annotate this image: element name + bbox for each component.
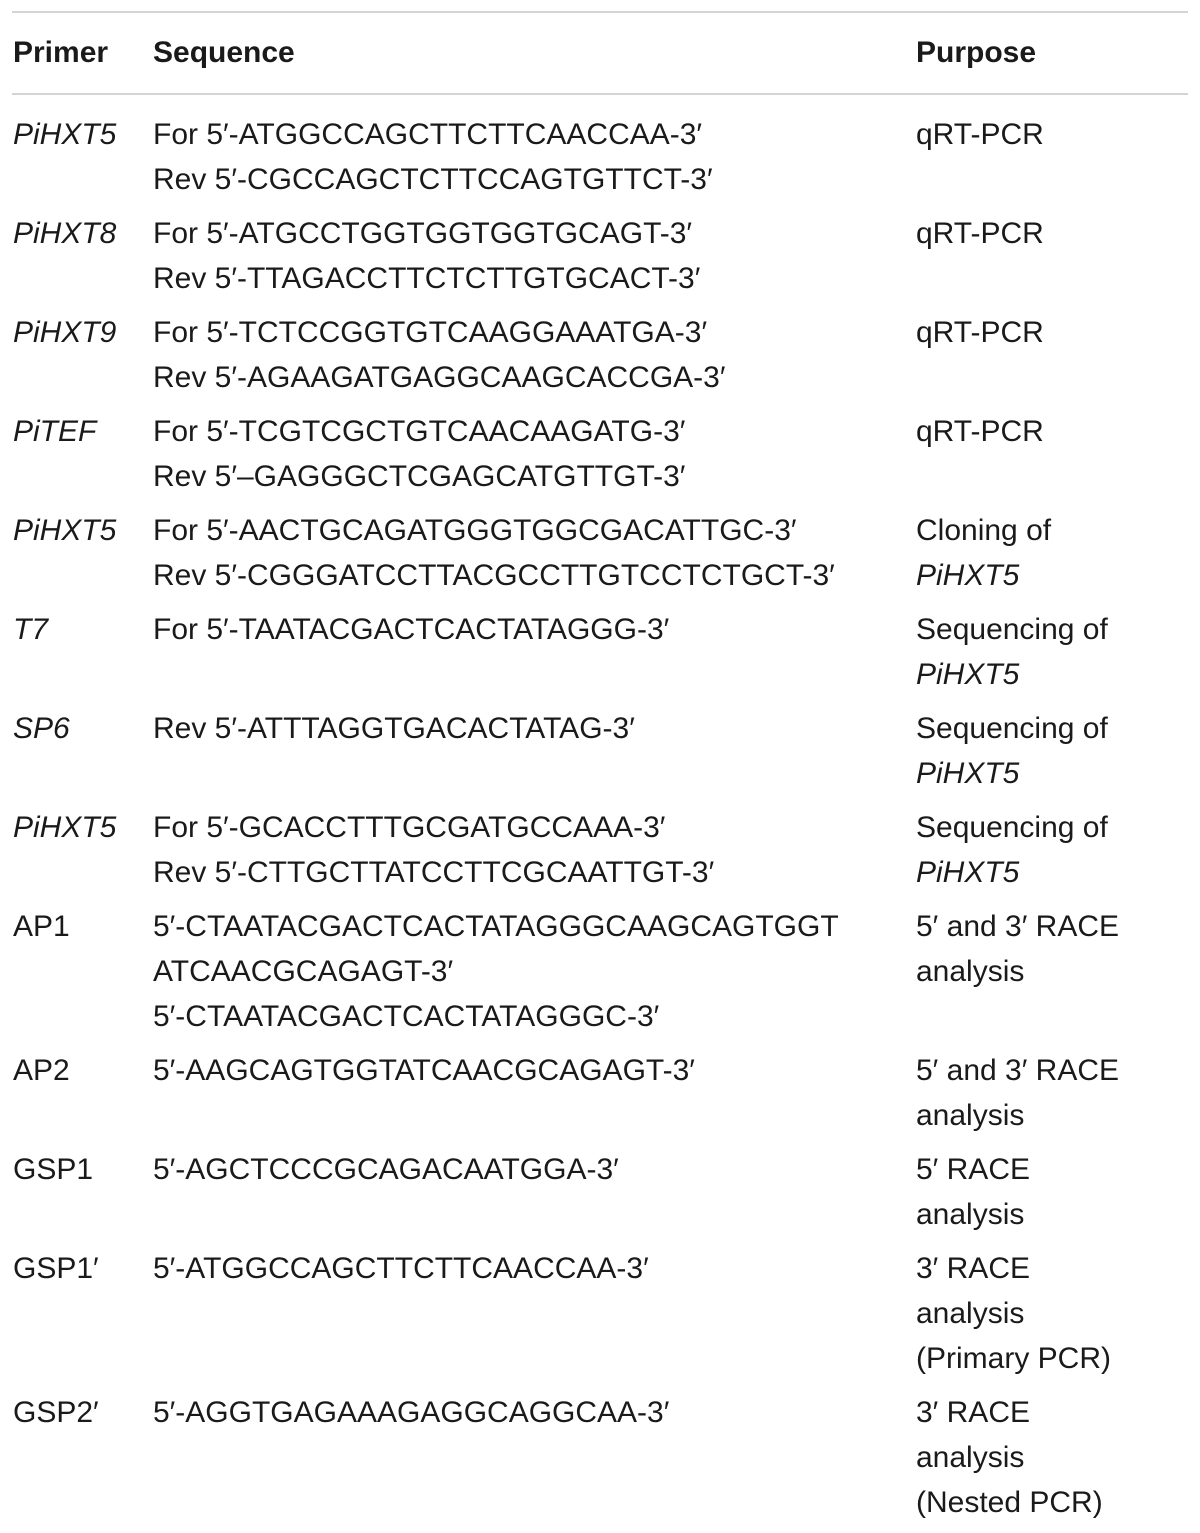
primer-sequence	[153, 508, 835, 598]
sequence-line: ATCAACGCAGAGT-3′	[153, 955, 454, 988]
sequence-line: Rev 5′-CTTGCTTATCCTTCGCAATTGT-3′	[153, 856, 715, 889]
purpose-line: qRT-PCR	[916, 415, 1044, 448]
purpose-line: Sequencing of	[916, 613, 1108, 646]
primer-sequence	[153, 706, 635, 751]
purpose-line: (Primary PCR)	[916, 1342, 1111, 1375]
purpose-line: 3′ RACE	[916, 1252, 1030, 1285]
primer-name: PiTEF	[13, 415, 97, 448]
purpose-line: qRT-PCR	[916, 316, 1044, 349]
primer-purpose	[916, 607, 1108, 697]
sequence-line: Rev 5′-CGGGATCCTTACGCCTTGTCCTCTGCT-3′	[153, 559, 835, 592]
sequence-line: For 5′-TCTCCGGTGTCAAGGAAATGA-3′	[153, 316, 708, 349]
primer-name: AP1	[13, 910, 70, 943]
primer-name: GSP2′	[13, 1396, 99, 1429]
sequence-line: For 5′-ATGGCCAGCTTCTTCAACCAA-3′	[153, 118, 703, 151]
sequence-line: For 5′-GCACCTTTGCGATGCCAAA-3′	[153, 811, 666, 844]
sequence-line: For 5′-TCGTCGCTGTCAACAAGATG-3′	[153, 415, 686, 448]
primer-sequence	[153, 112, 713, 202]
primer-purpose	[916, 1246, 1111, 1381]
purpose-line: 5′ and 3′ RACE	[916, 910, 1120, 943]
primer-name: PiHXT5	[13, 811, 117, 844]
sequence-line: 5′-AAGCAGTGGTATCAACGCAGAGT-3′	[153, 1054, 695, 1087]
purpose-line: Sequencing of	[916, 712, 1108, 745]
sequence-line: Rev 5′-TTAGACCTTCTCTTGTGCACT-3′	[153, 262, 701, 295]
primer-sequence	[153, 409, 685, 499]
purpose-line: analysis	[916, 1198, 1025, 1231]
primer-sequence	[153, 1246, 649, 1291]
sequence-line: Rev 5′-CGCCAGCTCTTCCAGTGTTCT-3′	[153, 163, 713, 196]
primer-purpose	[916, 1147, 1030, 1237]
primer-sequence	[153, 1048, 695, 1093]
primer-sequence	[153, 310, 725, 400]
purpose-line: qRT-PCR	[916, 217, 1044, 250]
header-rule	[12, 93, 1188, 95]
primer-sequence	[153, 1147, 619, 1192]
purpose-line: Cloning of	[916, 514, 1052, 547]
primer-sequence	[153, 805, 714, 895]
sequence-line: Rev 5′-ATTTAGGTGACACTATAG-3′	[153, 712, 635, 745]
purpose-line: analysis	[916, 1099, 1025, 1132]
sequence-line: Rev 5′–GAGGGCTCGAGCATGTTGT-3′	[153, 460, 686, 493]
purpose-line: PiHXT5	[916, 559, 1020, 592]
primer-name: PiHXT9	[13, 316, 117, 349]
primer-purpose	[916, 310, 1044, 355]
purpose-line: PiHXT5	[916, 658, 1020, 691]
primer-purpose	[916, 1390, 1103, 1525]
primer-name: AP2	[13, 1054, 70, 1087]
sequence-line: 5′-AGGTGAGAAAGAGGCAGGCAA-3′	[153, 1396, 670, 1429]
sequence-line: For 5′-AACTGCAGATGGGTGGCGACATTGC-3′	[153, 514, 797, 547]
purpose-line: PiHXT5	[916, 856, 1020, 889]
purpose-line: 3′ RACE	[916, 1396, 1030, 1429]
primer-purpose	[916, 508, 1051, 598]
purpose-line: PiHXT5	[916, 757, 1020, 790]
purpose-line: Sequencing of	[916, 811, 1108, 844]
sequence-line: 5′-CTAATACGACTCACTATAGGGCAAGCAGTGGT	[153, 910, 839, 943]
primer-purpose	[916, 706, 1108, 796]
header-purpose: Purpose	[916, 36, 1037, 69]
sequence-line: Rev 5′-AGAAGATGAGGCAAGCACCGA-3′	[153, 361, 726, 394]
primer-sequence	[153, 904, 839, 1039]
purpose-line: analysis	[916, 955, 1025, 988]
primer-name: SP6	[13, 712, 70, 745]
primer-name: GSP1′	[13, 1252, 99, 1285]
primer-sequence	[153, 211, 700, 301]
primer-name: GSP1	[13, 1153, 94, 1186]
sequence-line: 5′-AGCTCCCGCAGACAATGGA-3′	[153, 1153, 619, 1186]
primer-purpose	[916, 904, 1119, 994]
header-primer: Primer	[13, 36, 109, 69]
primer-purpose	[916, 1048, 1119, 1138]
primer-sequence	[153, 607, 669, 652]
primer-name: PiHXT5	[13, 118, 117, 151]
primer-purpose	[916, 211, 1044, 256]
primer-name: PiHXT8	[13, 217, 117, 250]
purpose-line: (Nested PCR)	[916, 1486, 1103, 1519]
primer-name: PiHXT5	[13, 514, 117, 547]
sequence-line: For 5′-ATGCCTGGTGGTGGTGCAGT-3′	[153, 217, 693, 250]
purpose-line: 5′ RACE	[916, 1153, 1030, 1186]
primer-purpose	[916, 805, 1108, 895]
table-top-rule	[12, 11, 1188, 13]
purpose-line: 5′ and 3′ RACE	[916, 1054, 1120, 1087]
header-sequence: Sequence	[153, 36, 295, 69]
primer-purpose	[916, 409, 1044, 454]
sequence-line: 5′-ATGGCCAGCTTCTTCAACCAA-3′	[153, 1252, 649, 1285]
primer-name: T7	[13, 613, 49, 646]
primer-sequence	[153, 1390, 669, 1435]
sequence-line: For 5′-TAATACGACTCACTATAGGG-3′	[153, 613, 670, 646]
purpose-line: analysis	[916, 1297, 1025, 1330]
purpose-line: qRT-PCR	[916, 118, 1044, 151]
primer-purpose	[916, 112, 1044, 157]
purpose-line: analysis	[916, 1441, 1025, 1474]
sequence-line: 5′-CTAATACGACTCACTATAGGGC-3′	[153, 1000, 660, 1033]
